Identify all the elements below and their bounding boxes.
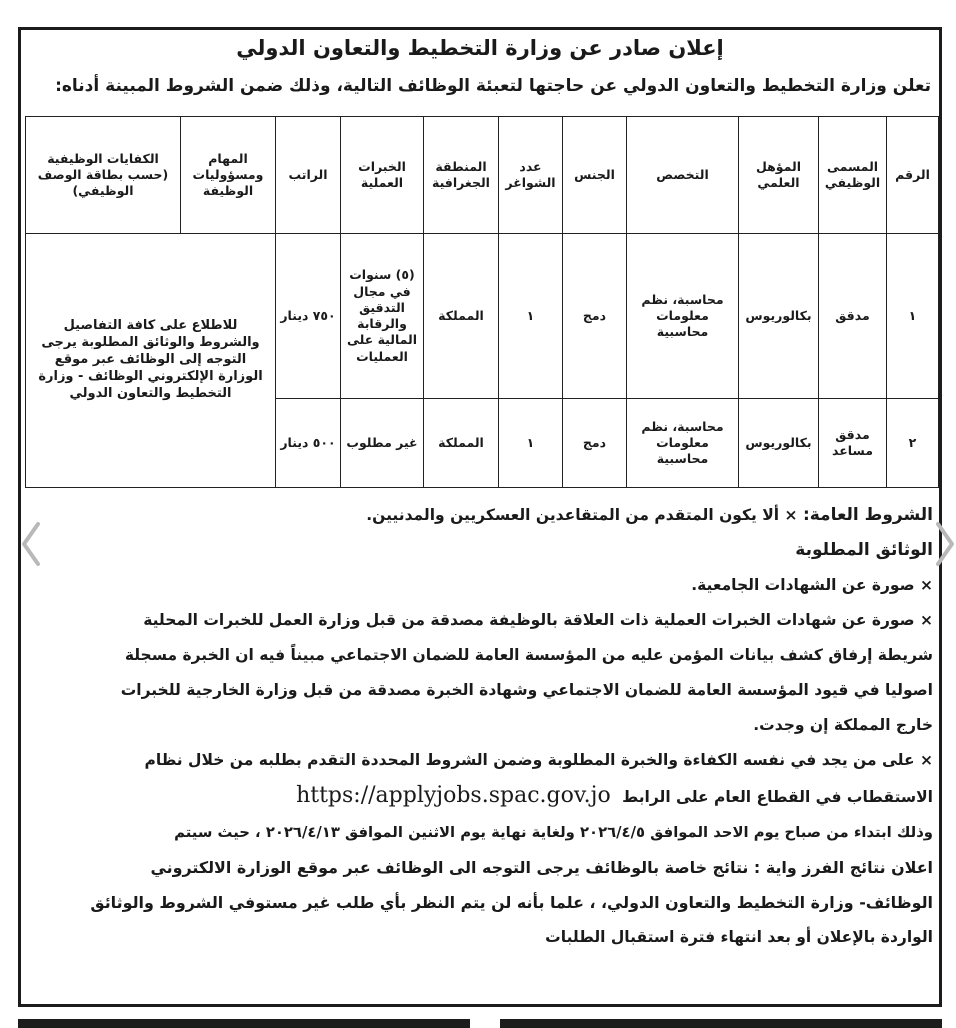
cell-vacancies: ١ <box>499 399 563 488</box>
announcement-frame <box>18 27 942 1007</box>
apply-results: اعلان نتائج الفرز واية : نتائج خاصة بالوظائف يرجى التوجه الى الوظائف عبر موقع الوزارة الالكتروني <box>150 858 933 877</box>
cell-gender: دمج <box>563 399 627 488</box>
header-cell: الكفايات الوظيفية (حسب بطاقة الوصف الوظيفي) <box>26 117 181 234</box>
document-item-text: صورة عن الشهادات الجامعية. <box>691 576 915 594</box>
cell-region: المملكة <box>424 234 499 399</box>
body-text <box>25 498 933 955</box>
jobs-table <box>25 116 939 488</box>
cell-num: ١ <box>887 234 939 399</box>
cell-qualification: بكالوريوس <box>739 234 819 399</box>
header-cell: المسمى الوظيفي <box>819 117 887 234</box>
header-cell: المؤهل العلمي <box>739 117 819 234</box>
apply-text: الاستقطاب في القطاع العام على الرابط <box>622 788 933 806</box>
cell-specialty: محاسبة، نظم معلومات محاسبية <box>627 399 739 488</box>
apply-url-link[interactable]: https://applyjobs.spac.gov.jo <box>296 783 611 808</box>
cell-title: مدقق <box>819 234 887 399</box>
apply-dates: وذلك ابتداء من صباح يوم الاحد الموافق ٢٠٢٦/٤/٥ ولغاية نهاية يوم الاثنين الموافق ٢٠٢٦/٤/١٣ ، حيث سيتم <box>174 824 933 841</box>
cell-salary: ٧٥٠ دينار <box>276 234 341 399</box>
document-item-text: صورة عن شهادات الخبرات العملية ذات العلاقة بالوظيفة مصدقة من قبل وزارة العمل للخبرات المحلية <box>143 611 915 629</box>
cell-gender: دمج <box>563 234 627 399</box>
document-item <box>25 603 933 638</box>
cell-experience: (٥) سنوات في مجال التدقيق والرقابة المالية على العمليات <box>341 234 424 399</box>
document-item-cont: شريطة إرفاق كشف بيانات المؤمن عليه من المؤسسة العامة للضمان الاجتماعي مبيناً فيه ان الخبرة مسجلة <box>124 646 933 664</box>
header-cell: التخصص <box>627 117 739 234</box>
bullet: × <box>920 576 933 594</box>
cell-merged-note: للاطلاع على كافة التفاصيل والشروط والوثائق المطلوبة يرجى التوجه إلى الوظائف عبر موقع الوزارة الإلكتروني الوظائف - وزارة التخطيط والتعاون الدولي <box>26 234 276 488</box>
apply-closing: الواردة بالإعلان أو بعد انتهاء فترة استقبال الطلبات <box>545 928 933 946</box>
header-cell: الخبرات العملية <box>341 117 424 234</box>
documents-title: الوثائق المطلوبة <box>795 540 933 560</box>
header-cell: المهام ومسؤوليات الوظيفة <box>181 117 276 234</box>
header-cell: الجنس <box>563 117 627 234</box>
cell-num: ٢ <box>887 399 939 488</box>
intro-text: تعلن وزارة التخطيط والتعاون الدولي عن حاجتها لتعبئة الوظائف التالية، وذلك ضمن الشروط المبينة أدناه: <box>55 76 931 96</box>
table-row <box>26 234 939 399</box>
header-cell: عدد الشواغر <box>499 117 563 234</box>
cell-salary: ٥٠٠ دينار <box>276 399 341 488</box>
cell-region: المملكة <box>424 399 499 488</box>
conditions-label: الشروط العامة: <box>802 505 933 525</box>
chevron-left-icon[interactable] <box>20 520 42 568</box>
general-conditions <box>25 498 933 533</box>
cell-experience: غير مطلوب <box>341 399 424 488</box>
divider <box>18 1019 470 1028</box>
page-title: إعلان صادر عن وزارة التخطيط والتعاون الدولي <box>236 36 724 60</box>
header-cell: الرقم <box>887 117 939 234</box>
cell-title: مدقق مساعد <box>819 399 887 488</box>
apply-paragraph <box>25 743 933 778</box>
header-cell: المنطقة الجغرافية <box>424 117 499 234</box>
apply-text: على من يجد في نفسه الكفاءة والخبرة المطلوبة وضمن الشروط المحددة التقدم بطلبه من خلال نظام <box>144 751 915 769</box>
header-cell: الراتب <box>276 117 341 234</box>
conditions-text: ألا يكون المتقدم من المتقاعدين العسكريين والمدنيين. <box>366 506 780 524</box>
table-header-row <box>26 117 939 234</box>
bullet: × <box>920 751 933 769</box>
apply-note: الوظائف- وزارة التخطيط والتعاون الدولي، ، علما بأنه لن يتم النظر بأي طلب غير مستوفي الشروط والوثائق <box>90 893 933 912</box>
document-item-cont: خارج المملكة إن وجدت. <box>753 716 933 734</box>
document-item <box>25 568 933 603</box>
apply-link-line <box>25 778 933 815</box>
document-item-cont: اصوليا في قيود المؤسسة العامة للضمان الاجتماعي وشهادة الخبرة مصدقة من قبل وزارة الخارجية للخبرات <box>120 681 933 699</box>
cell-vacancies: ١ <box>499 234 563 399</box>
divider <box>500 1019 942 1028</box>
bullet: × <box>784 506 798 524</box>
chevron-right-icon[interactable] <box>934 520 956 568</box>
bullet: × <box>920 611 933 629</box>
cell-specialty: محاسبة، نظم معلومات محاسبية <box>627 234 739 399</box>
cell-qualification: بكالوريوس <box>739 399 819 488</box>
